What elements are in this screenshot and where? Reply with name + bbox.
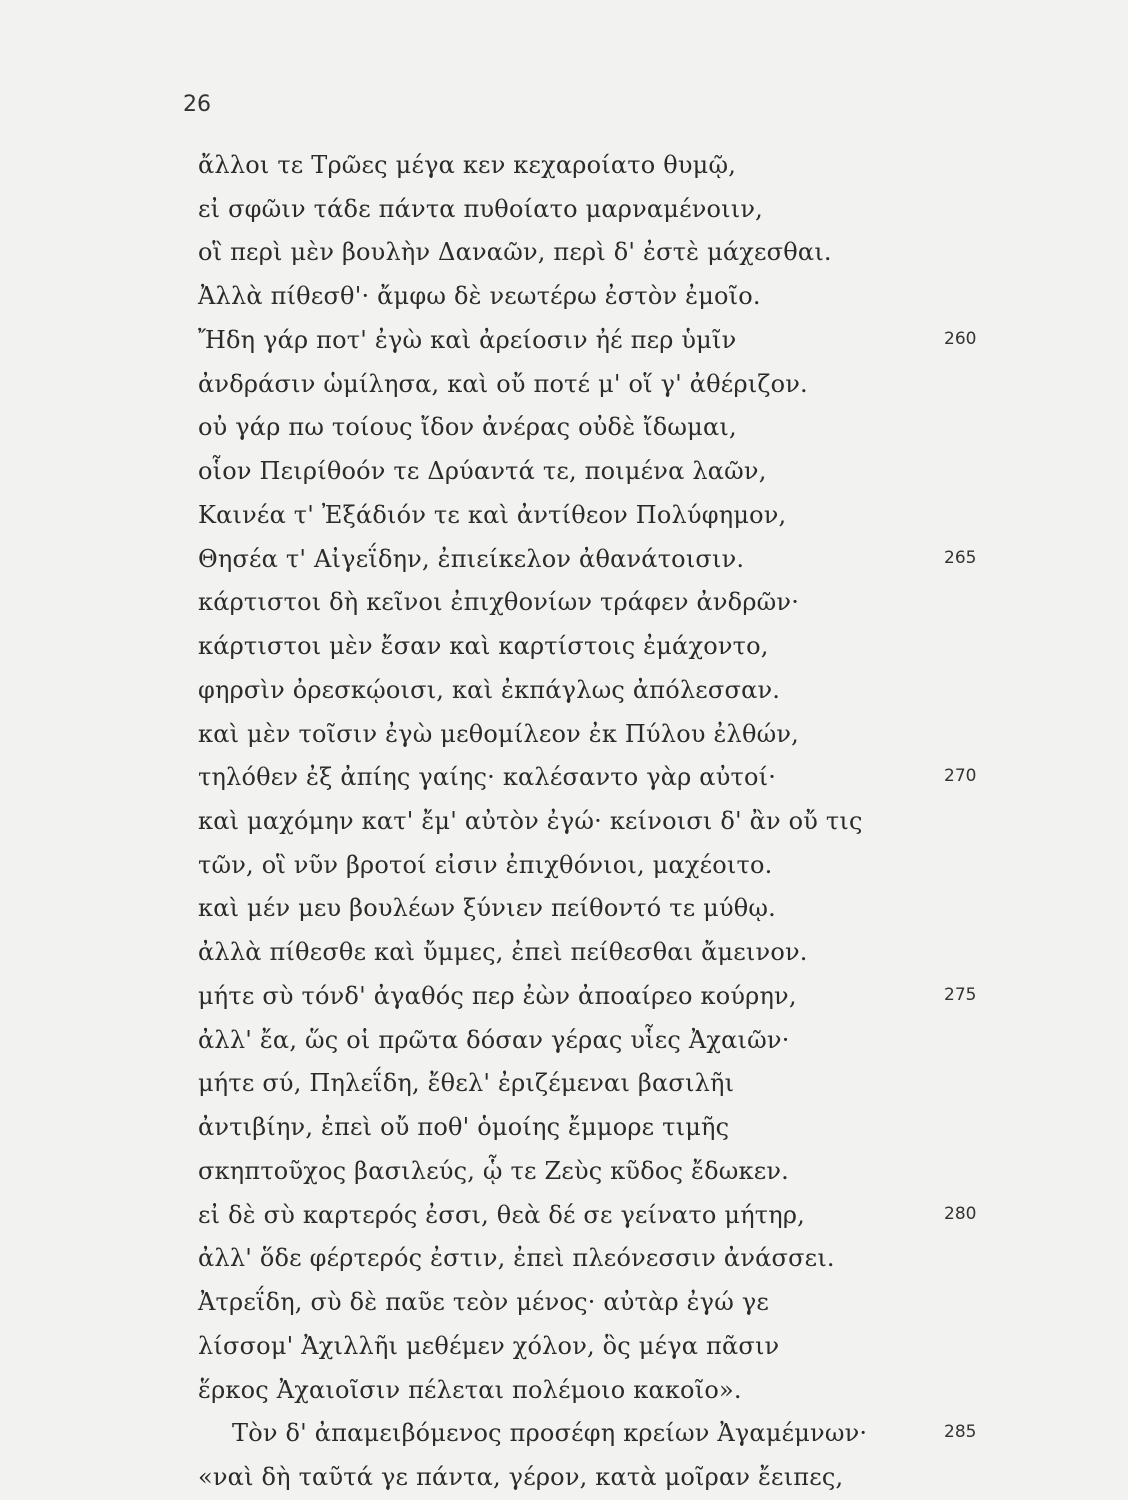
verse-line: καὶ μαχόμην κατ' ἔμ' αὐτὸν ἐγώ· κείνοισι δ' ἂν οὔ τις xyxy=(198,807,863,835)
page-number: 26 xyxy=(183,92,211,117)
line-number: 260 xyxy=(944,329,977,349)
verse-line: ἀνδράσιν ὡμίλησα, καὶ οὔ ποτέ μ' οἵ γ' ἀθέριζον. xyxy=(198,370,808,398)
verse-line: Καινέα τ' Ἐξάδιόν τε καὶ ἀντίθεον Πολύφημον, xyxy=(198,501,787,529)
verse-line: οἷον Πειρίθοόν τε Δρύαντά τε, ποιμένα λαῶν, xyxy=(198,457,767,485)
verse-line: οὐ γάρ πω τοίους ἴδον ἀνέρας οὐδὲ ἴδωμαι, xyxy=(198,413,737,441)
verse-line: τῶν, οἳ νῦν βροτοί εἰσιν ἐπιχθόνιοι, μαχέοιτο. xyxy=(198,851,773,879)
verse-line: οἳ περὶ μὲν βουλὴν Δαναῶν, περὶ δ' ἐστὲ μάχεσθαι. xyxy=(198,238,832,266)
verse-line: ἀλλ' ὅδε φέρτερός ἐστιν, ἐπεὶ πλεόνεσσιν ἀνάσσει. xyxy=(198,1244,835,1272)
verse-line: εἰ σφῶιν τάδε πάντα πυθοίατο μαρναμένοιιν, xyxy=(198,195,763,223)
verse-line: ἀλλ' ἔα, ὥς οἱ πρῶτα δόσαν γέρας υἷες Ἀχαιῶν· xyxy=(198,1026,790,1054)
verse-line: ἀλλὰ πίθεσθε καὶ ὔμμες, ἐπεὶ πείθεσθαι ἄμεινον. xyxy=(198,938,808,966)
line-number: 270 xyxy=(944,766,977,786)
verse-line: Τὸν δ' ἀπαμειβόμενος προσέφη κρείων Ἀγαμέμνων· xyxy=(232,1419,868,1447)
verse-line: ἄλλοι τε Τρῶες μέγα κεν κεχαροίατο θυμῷ, xyxy=(198,151,737,179)
verse-line: μήτε σὺ τόνδ' ἀγαθός περ ἐὼν ἀποαίρεο κούρην, xyxy=(198,982,797,1010)
line-number: 265 xyxy=(944,548,977,568)
verse-line: Ἀτρεΐδη, σὺ δὲ παῦε τεὸν μένος· αὐτὰρ ἐγώ γε xyxy=(198,1288,770,1316)
verse-line: «ναὶ δὴ ταῦτά γε πάντα, γέρον, κατὰ μοῖραν ἔειπες, xyxy=(198,1463,844,1491)
verse-line: Ἀλλὰ πίθεσθ'· ἄμφω δὲ νεωτέρω ἐστὸν ἐμοῖο. xyxy=(198,282,761,310)
verse-line: σκηπτοῦχος βασιλεύς, ᾧ τε Ζεὺς κῦδος ἔδωκεν. xyxy=(198,1157,789,1185)
verse-line: καὶ μέν μευ βουλέων ξύνιεν πείθοντό τε μύθῳ. xyxy=(198,894,776,922)
verse-line: κάρτιστοι δὴ κεῖνοι ἐπιχθονίων τράφεν ἀνδρῶν· xyxy=(198,588,800,616)
verse-line: κάρτιστοι μὲν ἔσαν καὶ καρτίστοις ἐμάχοντο, xyxy=(198,632,769,660)
verse-line: τηλόθεν ἐξ ἀπίης γαίης· καλέσαντο γὰρ αὐτοί· xyxy=(198,763,777,791)
verse-line: εἰ δὲ σὺ καρτερός ἐσσι, θεὰ δέ σε γείνατο μήτηρ, xyxy=(198,1201,805,1229)
verse-line: μήτε σύ, Πηλεΐδη, ἔθελ' ἐριζέμεναι βασιλῆι xyxy=(198,1069,735,1097)
verse-line: Θησέα τ' Αἰγεΐδην, ἐπιείκελον ἀθανάτοισιν. xyxy=(198,545,745,573)
line-number: 285 xyxy=(944,1422,977,1442)
line-number: 275 xyxy=(944,985,977,1005)
verse-line: λίσσομ' Ἀχιλλῆι μεθέμεν χόλον, ὃς μέγα πᾶσιν xyxy=(198,1332,780,1360)
verse-line: ἀντιβίην, ἐπεὶ οὔ ποθ' ὁμοίης ἔμμορε τιμῆς xyxy=(198,1113,730,1141)
line-number: 280 xyxy=(944,1204,977,1224)
verse-line: Ἤδη γάρ ποτ' ἐγὼ καὶ ἀρείοσιν ἠέ περ ὑμῖν xyxy=(198,326,737,354)
verse-line: ἕρκος Ἀχαιοῖσιν πέλεται πολέμοιο κακοῖο». xyxy=(198,1376,742,1404)
verse-line: καὶ μὲν τοῖσιν ἐγὼ μεθομίλεον ἐκ Πύλου ἐλθών, xyxy=(198,720,799,748)
verse-line: φηρσὶν ὀρεσκῴοισι, καὶ ἐκπάγλως ἀπόλεσσαν. xyxy=(198,676,781,704)
